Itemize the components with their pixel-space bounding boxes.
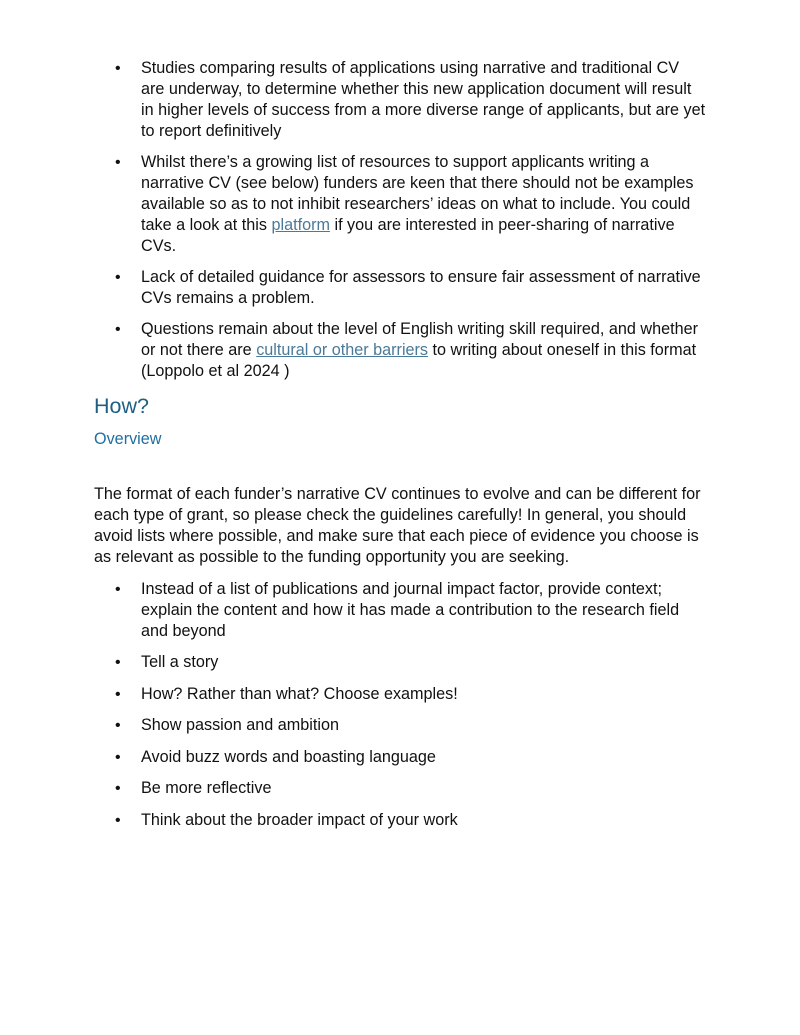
bullet-glyph: • [115, 60, 121, 77]
list-item-text: to writing about oneself in this format (Loppolo et al 2024 ) [141, 341, 697, 380]
list-item [0, 715, 706, 736]
cultural-barriers-link[interactable]: cultural or other barriers [256, 341, 429, 359]
platform-link[interactable]: platform [271, 216, 330, 234]
list-item [0, 810, 706, 831]
bullet-glyph: • [115, 685, 121, 703]
bullet-glyph: • [115, 581, 121, 598]
bullet-glyph: • [115, 748, 121, 766]
list-item [0, 152, 706, 257]
list-item [0, 684, 706, 705]
bullet-glyph: • [115, 811, 121, 829]
list-item-text: Instead of a list of publications and journal impact factor, provide context; explain the content and how it has made a contribution to the research field and beyond [141, 580, 680, 640]
bullet-glyph: • [115, 269, 121, 286]
list-item-text: Avoid buzz words and boasting language [141, 747, 436, 766]
list-item-text: How? Rather than what? Choose examples! [141, 684, 458, 703]
list-item [0, 778, 706, 799]
bullet-glyph: • [115, 654, 121, 671]
top-bullet-list [0, 58, 706, 382]
list-item-text: Tell a story [141, 653, 219, 671]
list-item-text: Studies comparing results of applications using narrative and traditional CV are underway, to determine whether this new application document will result in higher levels of success from a more diverse range of applicants, but are yet to report definitively [141, 59, 706, 140]
list-item-text: if you are interested in peer-sharing of narrative CVs. [141, 216, 675, 255]
list-item-text: Lack of detailed guidance for assessors to ensure fair assessment of narrative CVs remains a problem. [141, 268, 701, 307]
list-item [0, 652, 706, 673]
section-heading: How? [94, 394, 149, 418]
list-item [0, 58, 706, 142]
list-item [0, 267, 706, 309]
list-item [0, 579, 706, 642]
list-item-text: Show passion and ambition [141, 716, 339, 734]
bullet-glyph: • [115, 154, 121, 171]
list-item-text: Think about the broader impact of your work [141, 810, 458, 829]
bullet-glyph: • [115, 321, 121, 338]
overview-paragraph: The format of each funder’s narrative CV continues to evolve and can be different for each type of grant, so please check the guidelines carefully! In general, you should avoid lists where possible, and make sure that each piece of evidence you choose is as relevant as possible to the funding opportunity you are seeking. [94, 485, 701, 566]
list-item [0, 747, 706, 768]
list-item [0, 319, 706, 382]
bullet-glyph: • [115, 780, 121, 797]
list-item-text: Questions remain about the level of English writing skill required, and whether or not there are [141, 320, 698, 359]
bullet-glyph: • [115, 717, 121, 734]
bottom-bullet-list [0, 579, 706, 831]
subsection-heading: Overview [94, 430, 162, 448]
list-item-text: Be more reflective [141, 779, 272, 797]
list-item-text: Whilst there’s a growing list of resources to support applicants writing a narrative CV (see below) funders are keen that there should not be examples available so as to not inhibit researchers’ ideas on what to include. You could take a look at this [141, 153, 694, 234]
